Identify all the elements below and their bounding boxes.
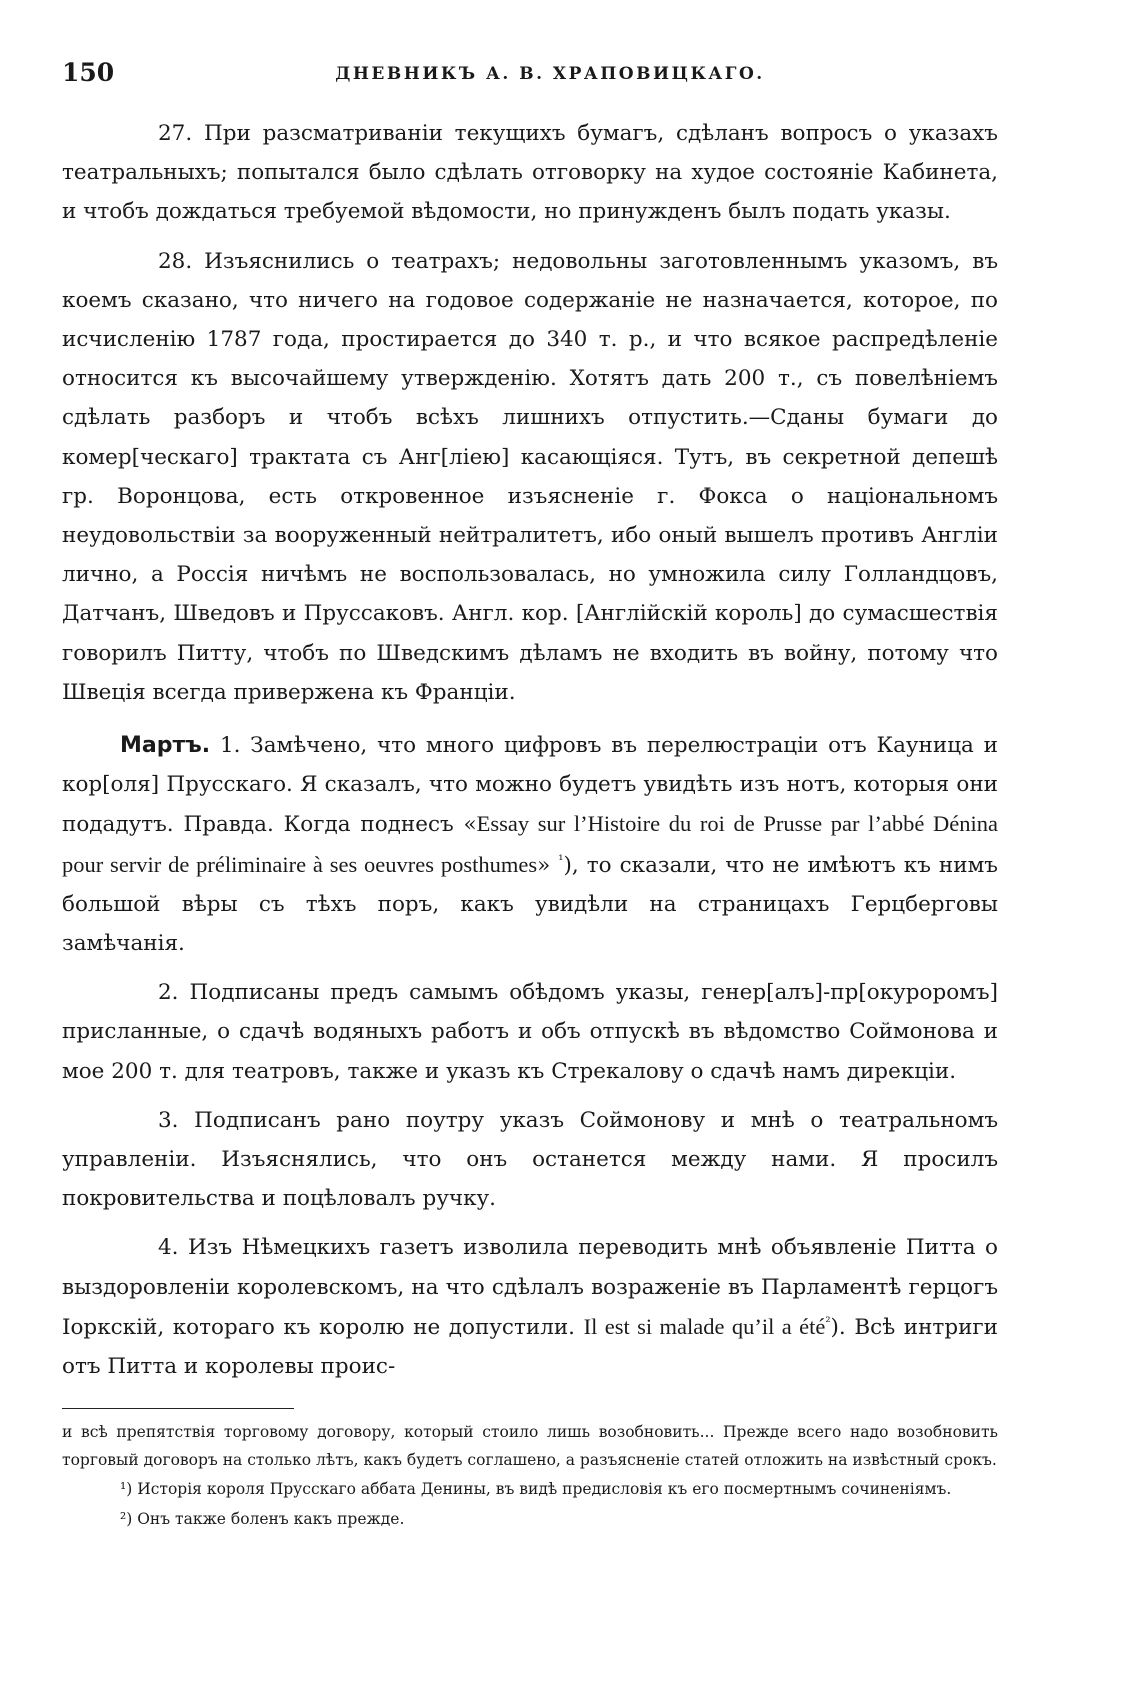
entry-march-4 <box>62 1228 998 1386</box>
page-number: 150 <box>62 58 115 87</box>
french-book-title: Essay sur l’Histoire du roi de Prusse par l’abbé Dénina pour servir de préliminaire à ses oeuvres posthumes <box>62 811 998 877</box>
entry-march-4-text-b: ). Всѣ интриги отъ Питта и королевы проис- <box>62 1314 998 1380</box>
entry-march-1 <box>62 726 998 963</box>
footnote-divider <box>62 1408 294 1409</box>
entry-march-4-text-a: 4. Изъ Нѣмецкихъ газетъ изволила переводить мнѣ объявленіе Питта о выздоровленіи королевскомъ, на что сдѣлалъ возраженіе въ Парламентѣ герцогъ Іоркскій, котораго къ королю не допустили. <box>62 1235 998 1340</box>
entry-27: 27. При разсматриваніи текущихъ бумагъ, сдѣланъ вопросъ о указахъ театральныхъ; попытался было сдѣлать отговорку на худое состояніе Кабинета, и чтобъ дождаться требуемой вѣдомости, но принужденъ былъ подать указы. <box>62 121 998 225</box>
book-page <box>62 58 998 1535</box>
footnote-2: ²) Онъ также боленъ какъ прежде. <box>120 1509 405 1528</box>
footnote-ref-2: ² <box>825 1314 831 1330</box>
month-heading: Мартъ. <box>120 733 211 759</box>
main-text <box>62 114 998 1386</box>
french-quote: Il est si malade qu’il a été <box>583 1313 826 1339</box>
footnote-1: ¹) Исторія короля Прусскаго аббата Денины, въ видѣ предисловія къ его посмертнымъ сочиненіямъ. <box>120 1480 952 1499</box>
running-title: ДНЕВНИКЪ А. В. ХРАПОВИЦКАГО. <box>335 64 765 84</box>
entry-28: 28. Изъяснились о театрахъ; недовольны заготовленнымъ указомъ, въ коемъ сказано, что ничего на годовое содержаніе не назначается, которое, по исчисленію 1787 года, простирается до 340 т. р., и что всякое распредѣленіе относится къ высочайшему утвержденію. Хотятъ дать 200 т., съ повелѣніемъ сдѣлать разборъ и чтобъ всѣхъ лишнихъ отпустить.—Сданы бумаги до комер[ческаго] трактата съ Анг[ліею] касающіяся. Тутъ, въ секретной депешѣ гр. Воронцова, есть откровенное изъясненіе г. Фокса о національномъ неудовольствіи за вооруженный нейтралитетъ, ибо оный вышелъ противъ Англіи лично, а Россія ничѣмъ не воспользовалась, но умножила силу Голландцовъ, Датчанъ, Шведовъ и Пруссаковъ. Англ. кор. [Англійскій король] до сумасшествія говорилъ Питту, чтобъ по Шведскимъ дѣламъ не входить въ войну, потому что Швеція всегда привержена къ Франціи. <box>62 248 998 705</box>
footnotes <box>62 1419 998 1533</box>
footnote-ref-1: ¹ <box>558 852 564 868</box>
entry-march-1-text-c: ), то сказали, что не имѣютъ къ нимъ большой вѣры съ тѣхъ поръ, какъ увидѣли на страницахъ Герцберговы замѣчанія. <box>62 852 998 957</box>
entry-march-1-text-b: » <box>537 852 559 878</box>
entry-march-3: 3. Подписанъ рано поутру указъ Соймонову и мнѣ о театральномъ управленіи. Изъяснялись, что онъ останется между нами. Я просилъ покровительства и поцѣловалъ ручку. <box>62 1107 998 1212</box>
page-header <box>62 58 998 98</box>
entry-march-2: 2. Подписаны предъ самымъ обѣдомъ указы, генер[алъ]-пр[окуроромъ] присланные, о сдачѣ водяныхъ работъ и объ отпускѣ въ вѣдомство Соймонова и мое 200 т. для театровъ, также и указъ къ Стрекалову о сдачѣ намъ дирекціи. <box>62 980 998 1084</box>
entry-march-1-text-a: 1. Замѣчено, что много цифровъ въ перелюстраціи отъ Кауница и кор[оля] Прусскаго. Я сказалъ, что можно будетъ увидѣть изъ нотъ, которыя они подадутъ. Правда. Когда поднесъ « <box>62 733 998 838</box>
footnote-continuation: и всѣ препятствія торговому договору, который стоило лишь возобновить... Прежде всего надо возобновить торговый договоръ на столько лѣтъ, какъ будетъ соглашено, а разъясненіе статей отложить на извѣстный срокъ. <box>62 1423 998 1469</box>
